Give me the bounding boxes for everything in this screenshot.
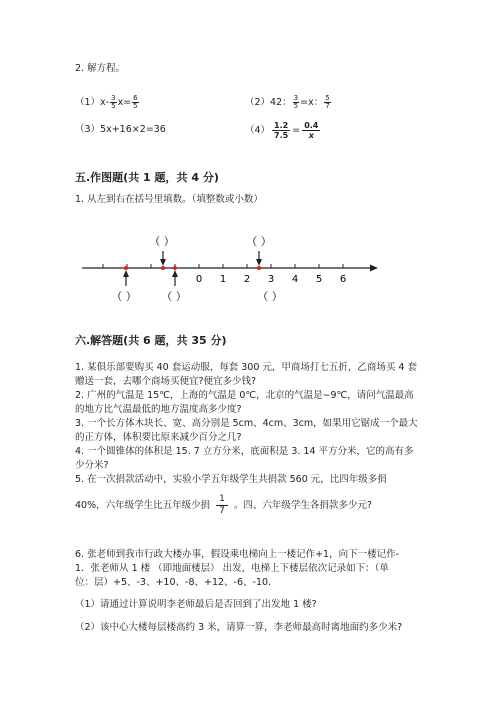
problem-6-line-3: 位：层）+5、-3、+10、-8、+12、-6、-10. — [75, 577, 272, 588]
problem-5-line-2 — [75, 494, 372, 517]
equation-2-label: （2）42： — [245, 97, 292, 108]
number-line-arrowhead — [370, 265, 378, 272]
problem-3-line-2: 的正方体，体积要比原来减少百分之几? — [75, 432, 242, 443]
fraction: $\frac{3}{5}$ — [111, 94, 116, 110]
tick-label: 6 — [339, 274, 347, 285]
problem-5-text-a: 40%，六年级学生比五年级少捐 — [75, 500, 211, 511]
answer-blank: （ ） — [257, 290, 283, 303]
question-2-title: 2. 解方程。 — [75, 63, 126, 74]
equation-4-label: （4） — [245, 125, 271, 136]
answer-blank: （ ） — [149, 235, 175, 248]
fraction: $\frac{1.2}{7.5}$ — [274, 121, 289, 140]
fraction: $\frac{3}{5}$ — [293, 94, 299, 110]
problem-4-line-2: 少分米? — [75, 460, 109, 471]
fraction: $\frac{5}{7}$ — [325, 94, 330, 110]
section-6-heading: 六.解答题(共 6 题，共 35 分) — [75, 334, 227, 347]
tick-label: 5 — [315, 274, 323, 285]
problem-5-text-b: 。四、六年级学生各捐款多少元? — [233, 500, 372, 511]
problem-6-line-2: 1．张老师从 1 楼 （即地面楼层） 出发，电梯上下楼层依次记录如下：（单 — [75, 563, 389, 574]
equation-3: （3）5x+16×2=36 — [75, 124, 166, 135]
problem-3-line-1: 3. 一个长方体木块长、宽、高分别是 5cm、4cm、3cm，如果用它锯成一个最大 — [75, 418, 418, 429]
section-5-question-1: 1. 从左到右在括号里填数。（填整数或小数） — [75, 194, 263, 205]
tick-label: 2 — [243, 274, 251, 285]
problem-1-line-2: 赠送一套，去哪个商场买便宜?便宜多少钱? — [75, 376, 257, 387]
answer-blank: （ ） — [161, 290, 187, 303]
problem-2-line-1: 2. 广州的气温是 15℃，上海的气温是 0℃，北京的气温是−9℃，请问气温最高 — [75, 390, 414, 401]
equation-4-eq: = — [292, 125, 301, 136]
problem-2-line-2: 的地方比气温最低的地方温度高多少度? — [75, 404, 242, 415]
fraction: $\frac{6}{5}$ — [133, 94, 138, 110]
section-5-heading: 五.作图题(共 1 题，共 4 分) — [75, 171, 219, 184]
tick-label: 4 — [291, 274, 299, 285]
point-marker — [161, 266, 165, 270]
equation-1-label: （1）x- — [75, 97, 110, 108]
up-arrow-icon — [123, 270, 129, 277]
fraction: $\frac{0.4}{x}$ — [304, 121, 319, 140]
tick-label: 1 — [219, 274, 227, 285]
point-marker — [257, 266, 261, 270]
point-marker — [173, 266, 177, 270]
problem-6-subquestion-2: （2）该中心大楼每层楼高约 3 米，请算一算，李老师最高时离地面约多少米? — [75, 622, 403, 633]
problem-4-line-1: 4. 一个圆锥体的体积是 15. 7 立方分米，底面积是 3. 14 平方分米，它的高有多 — [75, 446, 414, 457]
fraction: $\frac{1}{7}$ — [216, 494, 228, 517]
equation-1-mid: x= — [117, 97, 132, 108]
point-marker — [124, 266, 128, 270]
up-arrow-icon — [172, 270, 178, 277]
problem-5-line-1: 5. 在一次捐款活动中，实验小学五年级学生共捐款 560 元，比四年级多捐 — [75, 474, 387, 485]
down-arrow-icon — [256, 259, 262, 266]
tick-label: 3 — [267, 274, 275, 285]
problem-6-line-1: 6. 张老师到我市行政大楼办事，假设乘电梯向上一楼记作+1，向下一楼记作- — [75, 549, 400, 560]
tick-label: 0 — [195, 274, 203, 285]
equation-2-mid: =x： — [300, 97, 324, 108]
answer-blank: （ ） — [246, 235, 272, 248]
answer-blank: （ ） — [111, 290, 137, 303]
problem-1-line-1: 1. 某俱乐部要购买 40 套运动服，每套 300 元，甲商场打七五折，乙商场买 4 套 — [75, 362, 417, 373]
down-arrow-icon — [160, 259, 166, 266]
problem-6-subquestion-1: （1）请通过计算说明李老师最后是否回到了出发地 1 楼? — [75, 599, 317, 610]
